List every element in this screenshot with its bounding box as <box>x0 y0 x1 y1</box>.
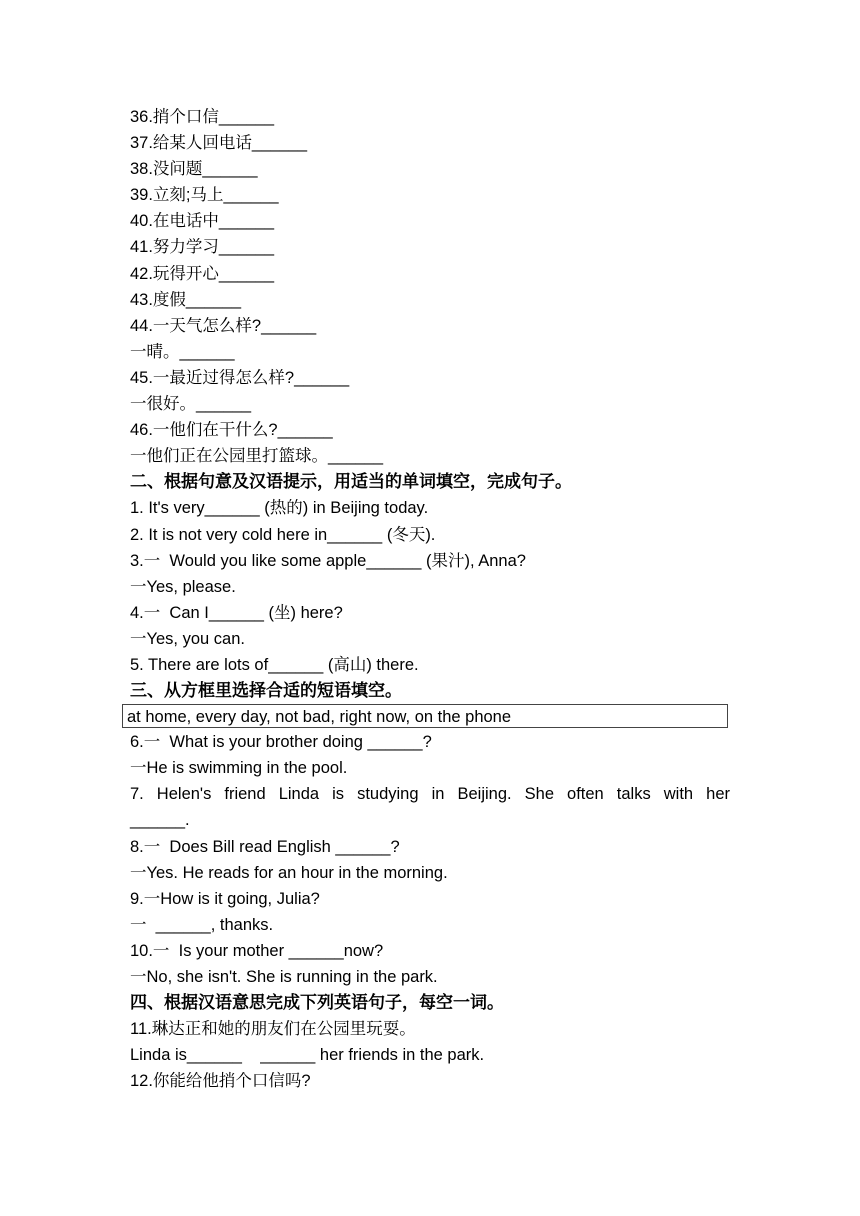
list-item: 45.一最近过得怎么样?______ <box>130 368 350 387</box>
list-item: 9.一How is it going, Julia? <box>130 889 320 908</box>
section2-title: 二、根据句意及汉语提示，用适当的单词填空，完成句子。 <box>130 472 572 492</box>
list-item: 46.一他们在干什么?______ <box>130 421 333 440</box>
list-item: 一Yes, you can. <box>130 629 245 648</box>
section4-list <box>130 1016 730 1094</box>
list-item: 39.立刻;马上______ <box>130 186 279 205</box>
list-item: ______. <box>130 811 190 830</box>
section3-title: 三、从方框里选择合适的短语填空。 <box>130 681 402 701</box>
list-item: 一Yes, please. <box>130 577 236 596</box>
list-item: 38.没问题______ <box>130 160 258 179</box>
list-item: 12.你能给他捎个口信吗? <box>130 1072 311 1091</box>
part1-list <box>130 104 730 469</box>
list-item: 10.一 Is your mother ______now? <box>130 941 384 960</box>
list-item: 40.在电话中______ <box>130 212 274 231</box>
phrase-box: at home, every day, not bad, right now, on the phone <box>122 704 728 728</box>
section3-list <box>130 729 730 990</box>
list-item: 一 ______, thanks. <box>130 915 274 934</box>
list-item: 一很好。______ <box>130 395 252 414</box>
list-item: 6.一 What is your brother doing ______? <box>130 733 432 752</box>
list-item: 4.一 Can I______ (坐) here? <box>130 603 343 622</box>
list-item: 43.度假______ <box>130 290 241 309</box>
list-item: 2. It is not very cold here in______ (冬天). <box>130 525 436 544</box>
list-item: 8.一 Does Bill read English ______? <box>130 837 400 856</box>
section2-list <box>130 495 730 678</box>
list-item: 5. There are lots of______ (高山) there. <box>130 655 419 674</box>
section4-title: 四、根据汉语意思完成下列英语句子，每空一词。 <box>130 993 504 1013</box>
list-item: 42.玩得开心______ <box>130 264 274 283</box>
list-item: Linda is______ ______ her friends in the park. <box>130 1046 485 1065</box>
list-item: 7. Helen's friend Linda is studying in Beijing. She often talks with her <box>130 785 730 804</box>
list-item: 一晴。______ <box>130 342 235 361</box>
list-item: 36.捎个口信______ <box>130 108 274 126</box>
list-item: 一No, she isn't. She is running in the park. <box>130 968 438 986</box>
list-item: 41.努力学习______ <box>130 238 274 257</box>
list-item: 3.一 Would you like some apple______ (果汁), Anna? <box>130 551 526 570</box>
list-item: 37.给某人回电话______ <box>130 134 307 153</box>
list-item: 44.一天气怎么样?______ <box>130 316 317 335</box>
list-item: 一He is swimming in the pool. <box>130 759 348 778</box>
list-item: 一Yes. He reads for an hour in the morning. <box>130 863 448 882</box>
list-item: 1. It's very______ (热的) in Beijing today. <box>130 499 429 518</box>
list-item: 11.琳达正和她的朋友们在公园里玩耍。 <box>130 1020 416 1039</box>
list-item: 一他们正在公园里打篮球。______ <box>130 447 384 466</box>
worksheet-page <box>127 104 730 1094</box>
